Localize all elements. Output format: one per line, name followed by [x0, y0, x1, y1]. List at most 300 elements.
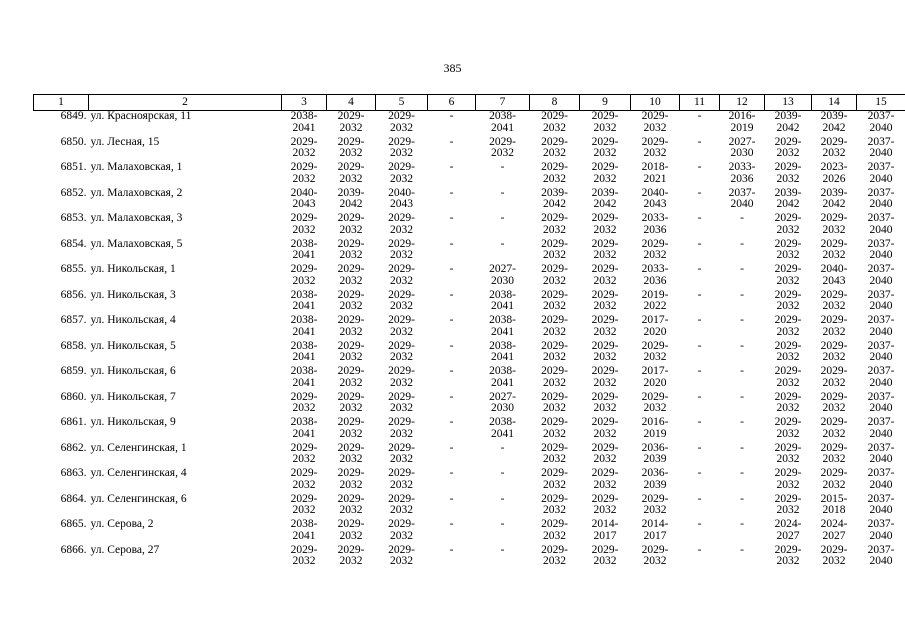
cell-line: 2032 [643, 249, 667, 261]
cell-col-4 [327, 290, 376, 316]
cell-line: 2029- [388, 135, 415, 148]
cell-line: 2029- [290, 390, 318, 403]
cell-line: 2032 [593, 325, 617, 338]
cell-line: 2029- [337, 365, 365, 377]
cell-line: 2037- [867, 441, 895, 454]
cell-line: 2041 [491, 121, 514, 134]
cell-line: 2027- [489, 263, 516, 275]
cell-line: 2042 [776, 121, 800, 134]
cell-line: 2032 [339, 427, 363, 440]
cell-line: 2040 [869, 478, 893, 491]
cell-col-10 [631, 468, 680, 494]
cell-line: 2032 [339, 223, 363, 236]
cell-col-14 [812, 239, 857, 265]
cell-line: 2029- [641, 543, 669, 556]
cell-line: 2029- [337, 110, 365, 122]
cell-line: 2029- [820, 212, 848, 224]
row-number: 6857. [60, 314, 87, 326]
cell-col-3 [282, 341, 327, 367]
cell-line: - [449, 288, 454, 301]
cell-line: 2040 [869, 249, 893, 261]
table-row [34, 239, 905, 265]
cell-line: 2041 [292, 351, 316, 363]
cell-col-7 [476, 290, 530, 316]
cell-col-8 [530, 468, 580, 494]
cell-line: 2016- [641, 416, 669, 428]
cell-line: 2029- [337, 390, 365, 403]
cell-line: 2029- [541, 339, 568, 352]
cell-line: - [740, 339, 744, 352]
cell-line: 2029- [820, 365, 848, 377]
cell-line: 2032 [543, 300, 566, 312]
cell-line: 2029- [388, 416, 415, 428]
cell-line: 2032 [339, 402, 363, 414]
cell-line: 2029- [290, 543, 318, 556]
cell-line: 2032 [776, 274, 800, 287]
cell-col-9 [580, 443, 631, 469]
cell-line: 2029- [591, 212, 619, 224]
cell-col-11 [680, 417, 720, 443]
cell-line: - [449, 492, 454, 505]
cell-line: - [697, 365, 702, 377]
cell-col-6 [428, 162, 476, 188]
cell-col-3 [282, 443, 327, 469]
cell-line: 2042 [593, 198, 617, 210]
cell-line: 2029- [541, 161, 568, 173]
cell-col-11 [680, 290, 720, 316]
table-row [34, 417, 905, 443]
row-address: ул. Никольская, 7 [90, 390, 176, 403]
cell-col-3 [282, 213, 327, 239]
cell-line: 2033- [641, 263, 669, 275]
row-number: 6855. [60, 263, 87, 275]
cell-line: - [740, 467, 744, 479]
cell-line: 2038- [290, 314, 318, 326]
cell-line: 2029- [541, 543, 568, 556]
cell-line: 2032 [822, 453, 846, 465]
cell-line: 2039- [820, 186, 848, 199]
row-address: ул. Красноярская, 11 [90, 110, 192, 122]
cell-line: 2029- [641, 237, 669, 250]
cell-col-9 [580, 290, 631, 316]
cell-line: 2037- [867, 186, 895, 199]
row-number: 6861. [60, 416, 87, 428]
cell-col-11 [680, 239, 720, 265]
cell-col-8 [530, 137, 580, 163]
cell-line: 2041 [292, 300, 316, 312]
cell-line: 2038- [290, 365, 318, 377]
cell-line: 2037- [867, 390, 895, 403]
cell-col-12 [720, 111, 765, 137]
cell-col-10 [631, 162, 680, 188]
cell-line: 2038- [290, 518, 318, 530]
cell-col-7 [476, 545, 530, 571]
cell-col-13 [765, 392, 812, 418]
cell-line: 2029- [388, 339, 415, 352]
cell-col-12 [720, 392, 765, 418]
cell-col-11 [680, 188, 720, 214]
cell-line: 2023- [820, 161, 848, 173]
cell-line: 2029- [388, 161, 415, 173]
cell-col-8 [530, 366, 580, 392]
cell-line: 2032 [543, 402, 566, 414]
cell-line: 2027- [489, 390, 516, 403]
cell-col-9 [580, 188, 631, 214]
cell-line: 2032 [776, 249, 800, 261]
cell-col-14 [812, 417, 857, 443]
table-row [34, 137, 905, 163]
cell-col-12 [720, 239, 765, 265]
cell-line: 2040 [869, 147, 893, 159]
cell-line: 2029- [591, 314, 619, 326]
table-row [34, 213, 905, 239]
cell-line: 2040- [290, 186, 318, 199]
cell-line: 2029- [290, 212, 318, 224]
cell-col-14 [812, 315, 857, 341]
cell-line: 2032 [543, 427, 566, 440]
cell-col-11 [680, 545, 720, 571]
cell-line: 2041 [491, 325, 514, 338]
cell-line: 2017- [641, 314, 669, 326]
cell-line: 2029- [774, 263, 802, 275]
cell-col-13 [765, 519, 812, 545]
cell-line: 2038- [290, 339, 318, 352]
cell-line: 2022 [643, 300, 667, 312]
cell-col-5 [376, 468, 428, 494]
cell-col-6 [428, 443, 476, 469]
cell-col-6 [428, 519, 476, 545]
table-row [34, 188, 905, 214]
cell-line: 2036 [730, 172, 754, 185]
cell-line: 2032 [339, 249, 363, 261]
cell-col-15 [857, 519, 905, 545]
cell-col-15 [857, 213, 905, 239]
cell-line: 2032 [339, 351, 363, 363]
cell-line: 2019 [643, 427, 667, 440]
cell-col-10 [631, 366, 680, 392]
cell-line: 2032 [643, 121, 667, 134]
cell-line: 2042 [776, 198, 800, 210]
cell-line: 2032 [593, 121, 617, 134]
cell-line: 2032 [339, 274, 363, 287]
cell-col-13 [765, 341, 812, 367]
cell-col-11 [680, 264, 720, 290]
cell-col-3 [282, 264, 327, 290]
cell-col-9 [580, 545, 631, 571]
cell-line: 2038- [489, 110, 516, 122]
cell-line: 2029- [820, 467, 848, 479]
cell-line: - [697, 186, 702, 199]
cell-col-15 [857, 264, 905, 290]
cell-line: 2032 [390, 249, 413, 261]
cell-col-9 [580, 366, 631, 392]
cell-col-4 [327, 519, 376, 545]
cell-line: 2032 [543, 172, 566, 185]
cell-line: 2029- [774, 212, 802, 224]
cell-line: 2040 [869, 555, 893, 567]
cell-line: 2032 [593, 147, 617, 159]
cell-line: 2040- [388, 186, 415, 199]
cell-line: 2029- [388, 314, 415, 326]
cell-col-10 [631, 188, 680, 214]
cell-col-15 [857, 417, 905, 443]
cell-col-11 [680, 366, 720, 392]
row-number: 6860. [60, 390, 87, 403]
cell-line: 2032 [292, 478, 316, 491]
row-address: ул. Никольская, 5 [90, 339, 176, 352]
cell-col-9 [580, 468, 631, 494]
cell-col-10 [631, 315, 680, 341]
cell-col-10 [631, 264, 680, 290]
cell-line: 2032 [339, 478, 363, 491]
cell-col-15 [857, 239, 905, 265]
cell-line: 2019- [641, 288, 669, 301]
cell-col-12 [720, 417, 765, 443]
column-header-12: 12 [720, 95, 765, 111]
row-number: 6862. [60, 441, 87, 454]
cell-col-3 [282, 494, 327, 520]
cell-line: 2029- [774, 390, 802, 403]
cell-col-12 [720, 137, 765, 163]
cell-col-15 [857, 443, 905, 469]
cell-line: 2032 [543, 351, 566, 363]
cell-line: - [740, 314, 744, 326]
cell-line: 2040 [869, 274, 893, 287]
cell-col-5 [376, 341, 428, 367]
cell-col-7 [476, 519, 530, 545]
cell-col-14 [812, 341, 857, 367]
cell-line: 2029- [337, 441, 365, 454]
cell-col-9 [580, 137, 631, 163]
cell-line: 2018 [822, 504, 846, 516]
cell-line: 2029- [337, 492, 365, 505]
cell-col-14 [812, 188, 857, 214]
cell-col-11 [680, 494, 720, 520]
cell-col-11 [680, 213, 720, 239]
cell-line: 2032 [822, 325, 846, 338]
cell-line: 2032 [593, 504, 617, 516]
cell-col-7 [476, 315, 530, 341]
cell-line: 2037- [867, 416, 895, 428]
cell-line: 2029- [820, 441, 848, 454]
cell-line: 2041 [292, 529, 316, 542]
cell-col-6 [428, 392, 476, 418]
page-number: 385 [443, 61, 462, 75]
cell-col-6 [428, 137, 476, 163]
cell-col-6 [428, 315, 476, 341]
cell-line: 2029- [541, 518, 568, 530]
cell-line: 2029- [774, 365, 802, 377]
cell-col-7 [476, 111, 530, 137]
cell-col-4 [327, 315, 376, 341]
cell-col-15 [857, 341, 905, 367]
cell-line: 2041 [292, 325, 316, 338]
cell-col-9 [580, 264, 631, 290]
cell-line: 2040 [869, 402, 893, 414]
cell-line: 2029- [774, 543, 802, 556]
column-header-1: 1 [34, 95, 89, 111]
cell-line: 2032 [543, 274, 566, 287]
cell-line: 2029- [337, 467, 365, 479]
row-number: 6853. [60, 212, 87, 224]
cell-line: 2032 [543, 529, 566, 542]
cell-line: 2032 [593, 249, 617, 261]
cell-col-5 [376, 137, 428, 163]
cell-col-4 [327, 443, 376, 469]
cell-col-7 [476, 137, 530, 163]
cell-col-14 [812, 264, 857, 290]
cell-line: 2029- [820, 288, 848, 301]
table-row [34, 111, 905, 137]
cell-line: 2029- [774, 135, 802, 148]
cell-col-6 [428, 188, 476, 214]
cell-line: 2029- [337, 263, 365, 275]
cell-line: 2032 [292, 274, 316, 287]
table-row [34, 545, 905, 571]
cell-line: 2036 [643, 274, 667, 287]
cell-line: 2029- [591, 467, 619, 479]
cell-col-14 [812, 213, 857, 239]
cell-line: 2029- [290, 135, 318, 148]
cell-line: - [500, 161, 505, 173]
cell-line: 2029- [820, 416, 848, 428]
cell-line: 2032 [390, 325, 413, 338]
cell-col-7 [476, 468, 530, 494]
cell-col-13 [765, 213, 812, 239]
cell-line: 2020 [643, 376, 667, 389]
cell-col-3 [282, 111, 327, 137]
cell-col-10 [631, 213, 680, 239]
cell-line: 2032 [339, 555, 363, 567]
cell-line: 2032 [776, 478, 800, 491]
cell-line: - [449, 161, 454, 173]
cell-col-12 [720, 188, 765, 214]
cell-line: 2029- [541, 237, 568, 250]
cell-col-7 [476, 494, 530, 520]
cell-line: 2029- [774, 161, 802, 173]
row-address: ул. Селенгинская, 1 [90, 441, 187, 454]
cell-line: 2029- [388, 518, 415, 530]
cell-line: 2029- [388, 492, 415, 505]
cell-line: 2032 [339, 172, 363, 185]
cell-col-8 [530, 341, 580, 367]
cell-line: - [697, 543, 702, 556]
cell-col-12 [720, 519, 765, 545]
cell-line: 2029- [591, 288, 619, 301]
cell-line: 2039- [774, 186, 802, 199]
cell-line: 2029- [337, 416, 365, 428]
cell-line: 2024- [774, 518, 802, 530]
cell-col-10 [631, 494, 680, 520]
cell-line: 2043 [822, 274, 846, 287]
cell-line: 2032 [776, 325, 800, 338]
cell-col-12 [720, 213, 765, 239]
cell-line: 2029- [774, 314, 802, 326]
cell-col-11 [680, 162, 720, 188]
cell-line: - [449, 339, 454, 352]
cell-col-8 [530, 494, 580, 520]
table-row [34, 392, 905, 418]
cell-line: 2029- [774, 492, 802, 505]
cell-line: - [449, 314, 454, 326]
cell-line: 2032 [390, 529, 413, 542]
cell-col-15 [857, 137, 905, 163]
cell-col-15 [857, 162, 905, 188]
cell-line: 2032 [390, 121, 413, 134]
cell-col-5 [376, 315, 428, 341]
cell-line: 2032 [593, 402, 617, 414]
cell-col-4 [327, 213, 376, 239]
cell-line: - [740, 543, 744, 556]
row-address: ул. Селенгинская, 4 [90, 467, 187, 479]
cell-line: - [500, 237, 505, 250]
cell-line: - [740, 365, 744, 377]
row-address: ул. Малаховская, 2 [90, 186, 183, 199]
cell-col-15 [857, 111, 905, 137]
cell-line: - [449, 467, 454, 479]
cell-col-12 [720, 264, 765, 290]
cell-col-10 [631, 519, 680, 545]
register-table [33, 94, 905, 570]
cell-line: 2032 [822, 300, 846, 312]
cell-line: 2016- [728, 110, 756, 122]
cell-line: 2032 [776, 504, 800, 516]
cell-line: 2037- [867, 135, 895, 148]
cell-col-14 [812, 366, 857, 392]
cell-line: 2029- [774, 339, 802, 352]
cell-col-11 [680, 137, 720, 163]
row-address: ул. Малаховская, 1 [90, 161, 183, 173]
cell-line: 2042 [339, 198, 363, 210]
cell-line: 2032 [339, 376, 363, 389]
cell-line: 2029- [591, 441, 619, 454]
cell-col-8 [530, 111, 580, 137]
cell-line: 2032 [822, 402, 846, 414]
cell-col-13 [765, 315, 812, 341]
cell-col-10 [631, 137, 680, 163]
cell-col-3 [282, 545, 327, 571]
cell-line: 2032 [339, 147, 363, 159]
cell-col-14 [812, 519, 857, 545]
cell-col-12 [720, 162, 765, 188]
cell-col-9 [580, 494, 631, 520]
table-row [34, 468, 905, 494]
cell-line: 2029- [591, 263, 619, 275]
cell-col-8 [530, 443, 580, 469]
cell-line: 2037- [728, 186, 756, 199]
cell-col-5 [376, 239, 428, 265]
cell-col-7 [476, 392, 530, 418]
cell-line: 2032 [822, 555, 846, 567]
row-number: 6856. [60, 288, 87, 301]
cell-col-8 [530, 162, 580, 188]
cell-line: 2040 [869, 453, 893, 465]
cell-line: 2043 [390, 198, 413, 210]
cell-line: - [500, 467, 505, 479]
cell-line: 2029- [290, 467, 318, 479]
cell-line: - [449, 441, 454, 454]
cell-line: 2032 [390, 427, 413, 440]
cell-col-4 [327, 188, 376, 214]
cell-line: 2032 [339, 453, 363, 465]
cell-line: 2029- [541, 110, 568, 122]
cell-line: 2029- [337, 135, 365, 148]
cell-col-4 [327, 264, 376, 290]
cell-col-13 [765, 162, 812, 188]
cell-col-14 [812, 545, 857, 571]
cell-line: - [449, 390, 454, 403]
cell-line: 2018- [641, 161, 669, 173]
